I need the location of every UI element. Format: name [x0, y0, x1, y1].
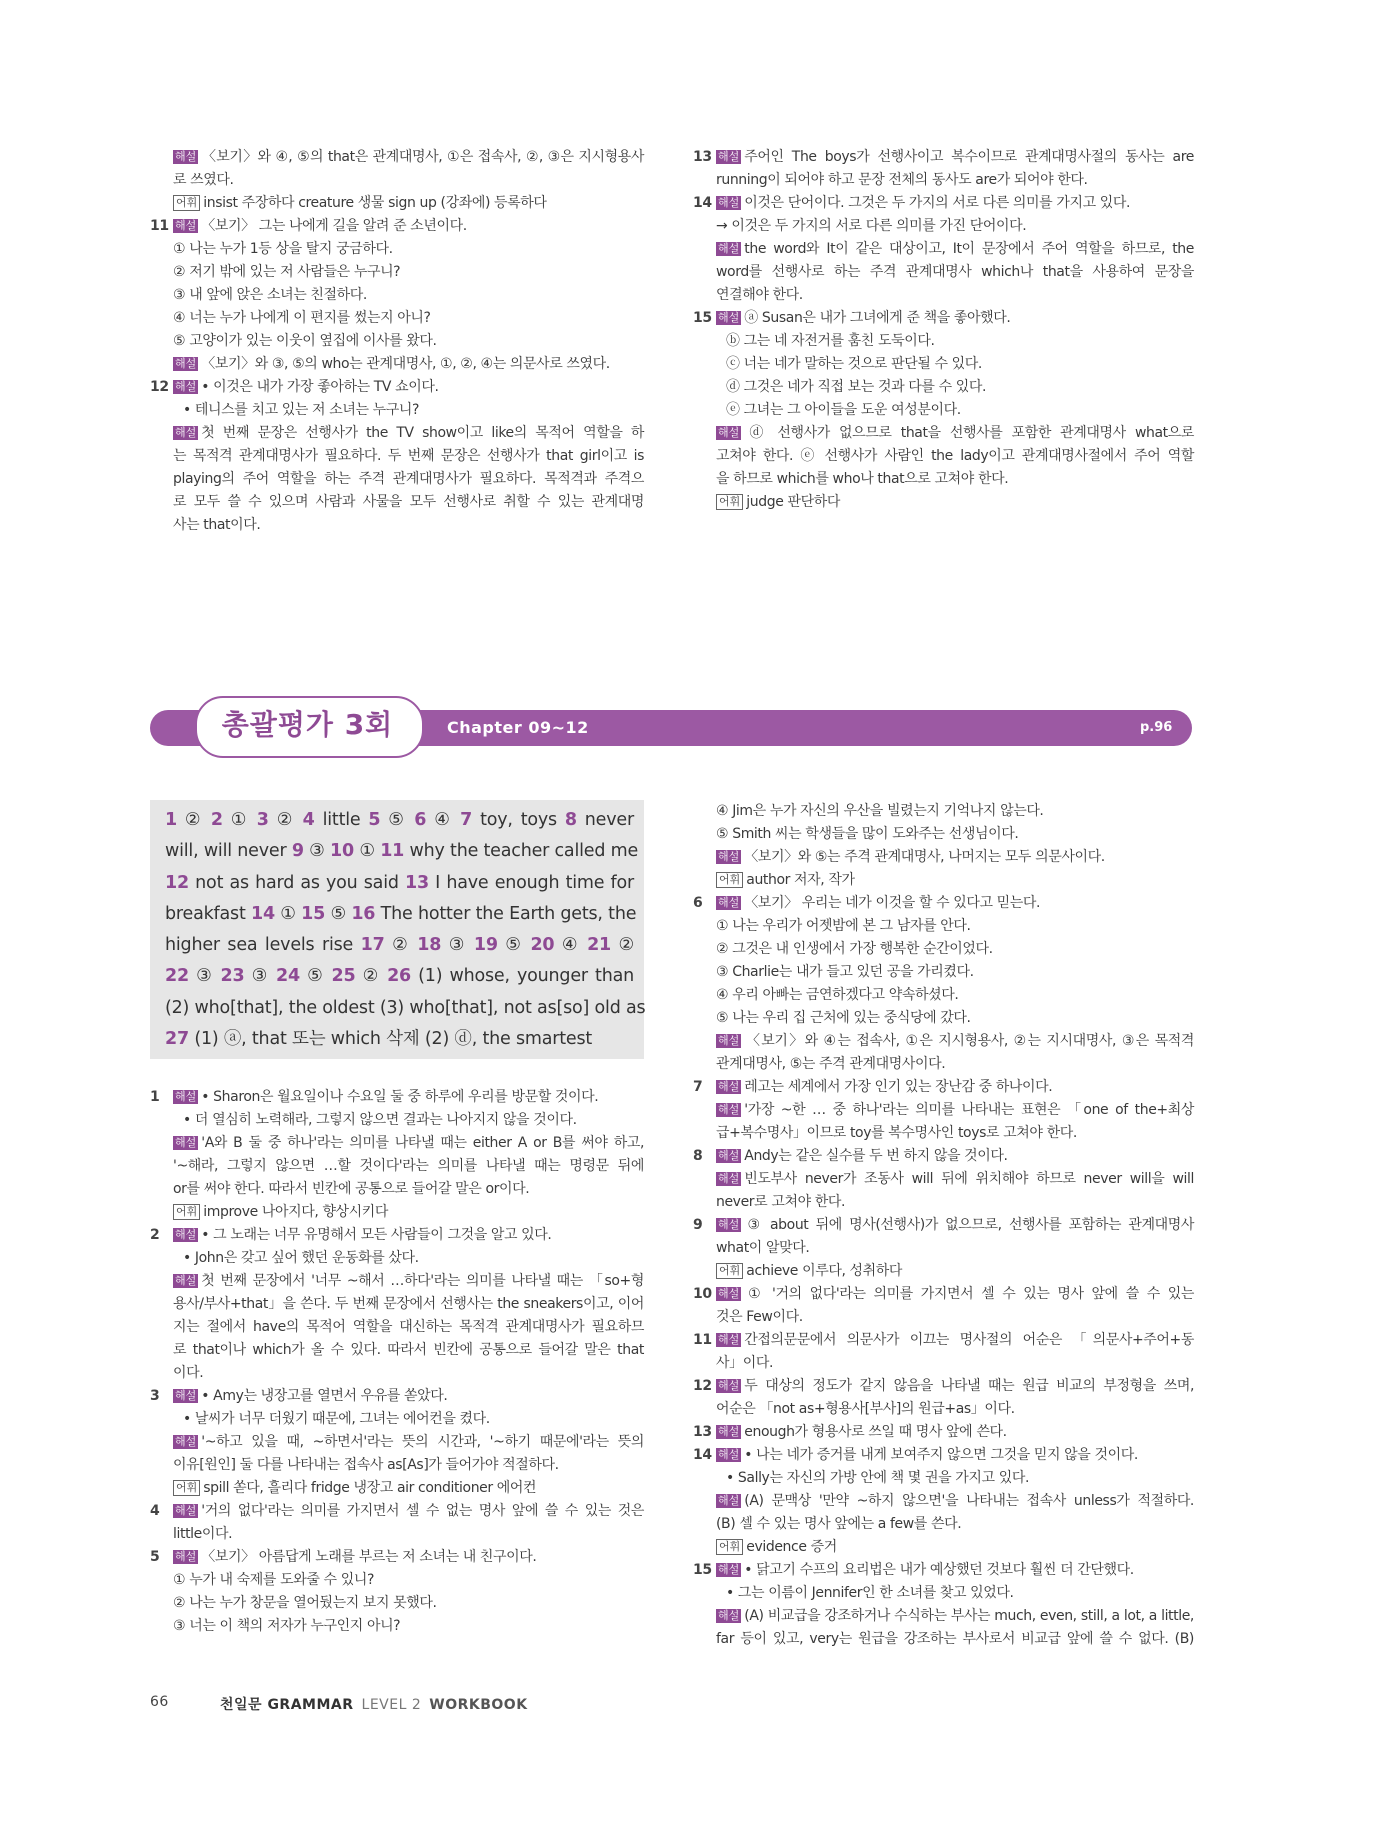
line-text: 이다.: [173, 1365, 204, 1381]
line-text: 빈도부사 never가 조동사 will 뒤에 위치해야 하므로 never will을 will: [744, 1171, 1194, 1187]
book-level: LEVEL 2: [361, 1697, 422, 1713]
text-line: [716, 938, 1194, 961]
answer-number: 20: [530, 935, 555, 956]
text-line: [173, 1569, 644, 1592]
line-text: ⓒ 너는 네가 말하는 것으로 판단될 수 있다.: [726, 356, 982, 372]
text-line: [716, 1168, 1194, 1191]
answer-number: 25: [331, 966, 356, 987]
text-line: [716, 376, 1194, 399]
text-line: [716, 1582, 1194, 1605]
item-number: 14: [693, 1447, 712, 1463]
text-line: [173, 238, 644, 261]
text-line: [173, 307, 644, 330]
line-text: ④ Jim은 누가 자신의 우산을 빌렸는지 기억나지 않는다.: [716, 803, 1044, 819]
line-text: spill 쏟다, 흘리다 fridge 냉장고 air conditioner 에어컨: [203, 1480, 537, 1496]
line-text: 이유[원인] 둘 다를 나타내는 접속사 as[As]가 들어가야 적절하다.: [173, 1457, 559, 1473]
text-line: [716, 1490, 1194, 1513]
line-text: 는 목적격 관계대명사가 필요하다. 두 번째 문장은 선행사가 that girl이고 is: [173, 448, 644, 464]
explanation-tag: 해설: [718, 850, 740, 863]
line-text: 〈보기〉 우리는 네가 이것을 할 수 있다고 믿는다.: [744, 895, 1041, 911]
text-line: [693, 1559, 1194, 1582]
line-text: 로 모두 쓸 수 있으며 사람과 사물을 모두 선행사로 취할 수 있는 관계대명: [173, 494, 644, 510]
line-text: 〈보기〉 아름답게 노래를 부르는 저 소녀는 내 친구이다.: [201, 1549, 537, 1565]
item-number: 3: [150, 1388, 160, 1404]
text-line: [716, 1536, 1194, 1559]
text-line: [173, 491, 644, 514]
text-line: [716, 1628, 1194, 1651]
line-text: never로 고쳐야 한다.: [716, 1194, 846, 1210]
text-line: [693, 1214, 1194, 1237]
answer-number: 24: [276, 966, 300, 987]
explanation-tag: 해설: [175, 219, 197, 232]
text-line: [173, 261, 644, 284]
explanation-tag: 해설: [718, 1494, 740, 1507]
line-text: 〈보기〉 그는 나에게 길을 알려 준 소년이다.: [201, 218, 467, 234]
text-line: [173, 468, 644, 491]
text-line: [150, 1385, 644, 1408]
answer-line: breakfast 14 ① 15 ⑤ 16 The hotter the Earth gets, the: [165, 903, 637, 924]
line-text: ③ about 뒤에 명사(선행사)가 없으므로, 선행사를 포함하는 관계대명사: [744, 1217, 1194, 1233]
explanation-tag: 해설: [718, 1333, 740, 1346]
text-line: [173, 445, 644, 468]
vocabulary-tag: 어휘: [173, 1480, 200, 1496]
line-text: 로 쓰였다.: [173, 172, 234, 188]
explanation-tag: 해설: [718, 1563, 740, 1576]
line-text: • 테니스를 치고 있는 저 소녀는 누구니?: [183, 402, 420, 418]
line-text: 〈보기〉와 ⑤는 주격 관계대명사, 나머지는 모두 의문사이다.: [744, 849, 1105, 865]
line-text: ⑤ 고양이가 있는 이웃이 옆집에 이사를 왔다.: [173, 333, 437, 349]
answer-number: 5: [368, 810, 381, 830]
text-line: [150, 215, 644, 238]
text-line: [150, 376, 644, 399]
text-line: [173, 1247, 644, 1270]
text-line: [173, 1270, 644, 1293]
text-line: [173, 1339, 644, 1362]
line-text: • Amy는 냉장고를 열면서 우유를 쏟았다.: [201, 1388, 448, 1404]
line-text: '~해라, 그렇지 않으면 …할 것이다'라는 의미를 나타낼 때는 명령문 뒤에: [173, 1158, 644, 1174]
line-text: • 나는 네가 증거를 내게 보여주지 않으면 그것을 믿지 않을 것이다.: [744, 1447, 1138, 1463]
line-text: 관계대명사, ⑤는 주격 관계대명사이다.: [716, 1056, 946, 1072]
line-text: ④ 우리 아빠는 금연하겠다고 약속하셨다.: [716, 987, 959, 1003]
explanation-tag: 해설: [175, 1550, 197, 1563]
answer-number: 9: [291, 841, 304, 862]
line-text: ④ 너는 누가 나에게 이 편지를 썼는지 아니?: [173, 310, 431, 326]
answer-number: 11: [380, 841, 405, 862]
line-text: 주어인 The boys가 선행사이고 복수이므로 관계대명사절의 동사는 are: [744, 149, 1194, 165]
answer-number: 14: [250, 903, 275, 924]
text-line: [716, 1191, 1194, 1214]
vocabulary-tag: 어휘: [716, 1539, 743, 1555]
explanation-tag: 해설: [718, 1379, 740, 1392]
text-line: [173, 146, 644, 169]
line-text: ⑤ Smith 씨는 학생들을 많이 도와주는 선생님이다.: [716, 826, 1019, 842]
line-text: ⑤ 나는 우리 집 근처에 있는 중식당에 갔다.: [716, 1010, 971, 1026]
line-text: 사」이다.: [716, 1355, 774, 1371]
answer-number: 21: [587, 935, 612, 956]
answer-line: 1 ② 2 ① 3 ② 4 little 5 ⑤ 6 ④ 7 toy, toys 8 never: [165, 810, 634, 830]
text-line: [173, 1316, 644, 1339]
explanation-tag: 해설: [175, 1435, 197, 1448]
line-text: insist 주장하다 creature 생물 sign up (강좌에) 등록하다: [203, 195, 547, 211]
line-text: what이 알맞다.: [716, 1240, 810, 1256]
text-line: [716, 445, 1194, 468]
text-line: [716, 915, 1194, 938]
line-text: ⓑ 그는 네 자전거를 훔친 도둑이다.: [726, 333, 935, 349]
text-line: [716, 261, 1194, 284]
text-line: [716, 1605, 1194, 1628]
line-text: 두 대상의 정도가 같지 않음을 나타낼 때는 원급 비교의 부정형을 쓰며,: [744, 1378, 1194, 1394]
item-number: 8: [693, 1148, 703, 1164]
answer-number: 7: [460, 810, 473, 830]
text-line: [173, 1477, 644, 1500]
text-line: [716, 984, 1194, 1007]
line-text: 급+복수명사」이므로 toy를 복수명사인 toys로 고쳐야 한다.: [716, 1125, 1077, 1141]
text-line: [173, 330, 644, 353]
explanation-tag: 해설: [718, 196, 740, 209]
answer-key-box: [150, 800, 644, 1059]
explanation-tag: 해설: [175, 1090, 197, 1103]
text-line: [173, 1201, 644, 1224]
line-text: ② 나는 누가 창문을 열어뒀는지 보지 못했다.: [173, 1595, 437, 1611]
text-line: [716, 1513, 1194, 1536]
answer-line: 22 ③ 23 ③ 24 ⑤ 25 ② 26 (1) whose, younger than: [165, 966, 635, 987]
text-line: [173, 1362, 644, 1385]
explanation-tag: 해설: [718, 1448, 740, 1461]
text-line: [693, 1283, 1194, 1306]
answer-line: (2) who[that], the oldest (3) who[that], not as[so] old as: [165, 997, 646, 1018]
item-number: 13: [693, 1424, 712, 1440]
answer-number: 1: [165, 810, 177, 830]
explanation-tag: 해설: [718, 1218, 740, 1231]
line-text: ③ Charlie는 내가 들고 있던 공을 가리켰다.: [716, 964, 974, 980]
text-line: [693, 1421, 1194, 1444]
text-line: [173, 1523, 644, 1546]
line-text: 간접의문문에서 의문사가 이끄는 명사절의 어순은 「의문사+주어+동: [744, 1332, 1194, 1348]
text-line: [716, 169, 1194, 192]
answer-line: 12 not as hard as you said 13 I have enough time for: [165, 872, 634, 893]
text-line: [693, 1444, 1194, 1467]
text-line: [716, 1237, 1194, 1260]
answer-line: will, will never 9 ③ 10 ① 11 why the teacher called me: [165, 841, 639, 862]
line-text: ⓐ Susan은 내가 그녀에게 준 책을 좋아했다.: [744, 310, 1011, 326]
line-text: 첫 번째 문장은 선행사가 the TV show이고 like의 목적어 역할을 하: [201, 425, 644, 441]
text-line: [173, 1431, 644, 1454]
explanation-tag: 해설: [175, 1389, 197, 1402]
text-line: [173, 1408, 644, 1431]
answer-line: higher sea levels rise 17 ② 18 ③ 19 ⑤ 20 ④ 21 ②: [165, 935, 635, 956]
explanation-tag: 해설: [718, 150, 740, 163]
line-text: author 저자, 작가: [746, 872, 855, 888]
line-text: word를 선행사로 하는 주격 관계대명사 which나 that을 사용하여 문장을: [716, 264, 1194, 280]
text-line: [693, 1329, 1194, 1352]
text-line: [150, 1224, 644, 1247]
answer-number: 17: [360, 935, 385, 956]
text-line: [173, 1293, 644, 1316]
text-line: [173, 169, 644, 192]
line-text: improve 나아지다, 향상시키다: [203, 1204, 389, 1220]
item-number: 7: [693, 1079, 703, 1095]
item-number: 10: [693, 1286, 712, 1302]
text-line: [173, 1132, 644, 1155]
text-line: [693, 146, 1194, 169]
line-text: ③ 내 앞에 앉은 소녀는 친절하다.: [173, 287, 367, 303]
text-line: [693, 307, 1194, 330]
page-footer: [150, 1694, 528, 1713]
line-text: • 그 노래는 너무 유명해서 모든 사람들이 그것을 알고 있다.: [201, 1227, 552, 1243]
answer-number: 2: [210, 810, 223, 830]
explanation-tag: 해설: [718, 896, 740, 909]
explanation-tag: 해설: [718, 1149, 740, 1162]
line-text: evidence 증거: [746, 1539, 837, 1555]
line-text: enough가 형용사로 쓰일 때 명사 앞에 쓴다.: [744, 1424, 1007, 1440]
line-text: • 날씨가 너무 더웠기 때문에, 그녀는 에어컨을 켰다.: [183, 1411, 490, 1427]
text-line: [716, 1053, 1194, 1076]
line-text: playing의 주어 역할을 하는 주격 관계대명사가 필요하다. 목적격과 주격으: [173, 471, 644, 487]
explanation-tag: 해설: [175, 380, 197, 393]
answer-number: 19: [473, 935, 498, 956]
line-text: 첫 번째 문장에서 '너무 ~해서 …하다'라는 의미를 나타낼 때는 「so+형: [201, 1273, 644, 1289]
text-line: [716, 330, 1194, 353]
line-text: ② 저기 밖에 있는 저 사람들은 누구니?: [173, 264, 401, 280]
text-line: [173, 1592, 644, 1615]
text-line: [150, 1546, 644, 1569]
text-line: [716, 491, 1194, 514]
explanation-tag: 해설: [718, 311, 740, 324]
bottom-left-column: [150, 1086, 644, 1638]
explanation-tag: 해설: [175, 1136, 197, 1149]
page-number: 66: [150, 1694, 169, 1710]
line-text: 레고는 세계에서 가장 인기 있는 장난감 중 하나이다.: [744, 1079, 1053, 1095]
line-text: or를 써야 한다. 따라서 빈칸에 공통으로 들어갈 말은 or이다.: [173, 1181, 530, 1197]
top-left-column: [150, 146, 644, 537]
text-line: [173, 284, 644, 307]
item-number: 1: [150, 1089, 160, 1105]
text-line: [693, 192, 1194, 215]
explanation-tag: 해설: [718, 426, 740, 439]
book-title: 천일문 GRAMMAR: [220, 1697, 354, 1713]
section-chapter: Chapter 09~12: [447, 718, 589, 737]
bottom-right-column: [693, 800, 1194, 1651]
line-text: '거의 없다'라는 의미를 가지면서 셀 수 없는 명사 앞에 쓸 수 있는 것은: [201, 1503, 644, 1519]
line-text: • Sharon은 월요일이나 수요일 둘 중 하루에 우리를 방문할 것이다.: [201, 1089, 599, 1105]
answer-number: 27: [165, 1029, 189, 1050]
line-text: far 등이 있고, very는 원급을 강조하는 부사로서 비교급 앞에 쓸 수 없다. (B): [716, 1631, 1194, 1647]
line-text: (A) 문맥상 '만약 ~하지 않으면'을 나타내는 접속사 unless가 적절하다.: [744, 1493, 1194, 1509]
explanation-tag: 해설: [175, 357, 197, 370]
line-text: ① 누가 내 숙제를 도와줄 수 있니?: [173, 1572, 374, 1588]
answer-number: 18: [417, 935, 442, 956]
line-text: 고쳐야 한다. ⓔ 선행사가 사람인 the lady이고 관계대명사절에서 주어 역할: [716, 448, 1194, 464]
text-line: [173, 353, 644, 376]
text-line: [716, 468, 1194, 491]
explanation-tag: 해설: [718, 1080, 740, 1093]
line-text: judge 판단하다: [746, 494, 840, 510]
top-right-column: [693, 146, 1194, 514]
text-line: [716, 846, 1194, 869]
text-line: [150, 1086, 644, 1109]
vocabulary-tag: 어휘: [716, 1263, 743, 1279]
text-line: [716, 1030, 1194, 1053]
item-number: 11: [693, 1332, 712, 1348]
line-text: ① 나는 누가 1등 상을 탈지 궁금하다.: [173, 241, 393, 257]
item-number: 12: [693, 1378, 712, 1394]
text-line: [716, 422, 1194, 445]
explanation-tag: 해설: [175, 1504, 197, 1517]
item-number: 15: [693, 1562, 712, 1578]
explanation-tag: 해설: [718, 1609, 740, 1622]
line-text: little이다.: [173, 1526, 233, 1542]
line-text: ③ 너는 이 책의 저자가 누구인지 아니?: [173, 1618, 401, 1634]
text-line: [716, 961, 1194, 984]
line-text: • 닭고기 수프의 요리법은 내가 예상했던 것보다 훨씬 더 간단했다.: [744, 1562, 1134, 1578]
answer-number: 8: [564, 810, 577, 830]
line-text: 지는 절에서 have의 목적어 역할을 대신하는 목적격 관계대명사가 필요하므: [173, 1319, 644, 1335]
line-text: 어순은 「not as+형용사[부사]의 원급+as」이다.: [716, 1401, 1015, 1417]
line-text: 〈보기〉와 ④는 접속사, ①은 지시형용사, ②는 지시대명사, ③은 목적격: [744, 1033, 1194, 1049]
explanation-tag: 해설: [718, 1287, 740, 1300]
text-line: [716, 823, 1194, 846]
text-line: [173, 514, 644, 537]
answer-number: 23: [220, 966, 245, 987]
vocabulary-tag: 어휘: [716, 494, 743, 510]
text-line: [716, 284, 1194, 307]
line-text: • 그는 이름이 Jennifer인 한 소녀를 찾고 있었다.: [726, 1585, 1014, 1601]
line-text: 〈보기〉와 ④, ⑤의 that은 관계대명사, ①은 접속사, ②, ③은 지시형용사: [201, 149, 644, 165]
line-text: achieve 이루다, 성취하다: [746, 1263, 903, 1279]
line-text: ⓔ 그녀는 그 아이들을 도운 여성분이다.: [726, 402, 961, 418]
text-line: [716, 1398, 1194, 1421]
text-line: [716, 1099, 1194, 1122]
line-text: • 더 열심히 노력해라, 그렇지 않으면 결과는 나아지지 않을 것이다.: [183, 1112, 577, 1128]
text-line: [173, 1109, 644, 1132]
item-number: 14: [693, 195, 712, 211]
text-line: [150, 1500, 644, 1523]
text-line: [716, 353, 1194, 376]
line-text: • John은 갖고 싶어 했던 운동화를 샀다.: [183, 1250, 419, 1266]
explanation-tag: 해설: [718, 1034, 740, 1047]
explanation-tag: 해설: [718, 1103, 740, 1116]
answer-number: 13: [405, 872, 429, 893]
line-text: '~하고 있을 때, ~하면서'라는 뜻의 시간과, '~하기 때문에'라는 뜻의: [201, 1434, 644, 1450]
section-page-ref: p.96: [1140, 720, 1173, 735]
explanation-tag: 해설: [175, 150, 197, 163]
line-text: ⓓ 선행사가 없으므로 that을 선행사를 포함한 관계대명사 what으로: [744, 425, 1194, 441]
item-number: 13: [693, 149, 712, 165]
line-text: 'A와 B 둘 중 하나'라는 의미를 나타낼 때는 either A or B를 써야 하고,: [201, 1135, 644, 1151]
answer-line: 27 (1) ⓐ, that 또는 which 삭제 (2) ⓓ, the smartest: [165, 1029, 593, 1050]
explanation-tag: 해설: [175, 1228, 197, 1241]
text-line: [716, 1306, 1194, 1329]
item-number: 12: [150, 379, 169, 395]
item-number: 6: [693, 895, 703, 911]
line-text: '가장 ~한 … 중 하나'라는 의미를 나타내는 표현은 「one of the+최상: [744, 1102, 1194, 1118]
line-text: → 이것은 두 가지의 서로 다른 의미를 가진 단어이다.: [716, 218, 1027, 234]
text-line: [716, 1260, 1194, 1283]
line-text: (A) 비교급을 강조하거나 수식하는 부사는 much, even, still, a lot, a little,: [744, 1608, 1194, 1624]
item-number: 2: [150, 1227, 160, 1243]
line-text: 을 하므로 which를 who나 that으로 고쳐야 한다.: [716, 471, 1009, 487]
answer-number: 12: [165, 872, 189, 893]
line-text: ① '거의 없다'라는 의미를 가지면서 셀 수 있는 명사 앞에 쓸 수 있는: [744, 1286, 1194, 1302]
text-line: [716, 238, 1194, 261]
line-text: ② 그것은 내 인생에서 가장 행복한 순간이었다.: [716, 941, 993, 957]
item-number: 11: [150, 218, 169, 234]
line-text: 것은 Few이다.: [716, 1309, 803, 1325]
answer-number: 26: [387, 966, 412, 987]
text-line: [716, 1352, 1194, 1375]
answer-number: 15: [301, 903, 326, 924]
line-text: 〈보기〉와 ③, ⑤의 who는 관계대명사, ①, ②, ④는 의문사로 쓰였다.: [201, 356, 610, 372]
vocabulary-tag: 어휘: [716, 872, 743, 888]
explanation-tag: 해설: [718, 1172, 740, 1185]
text-line: [173, 399, 644, 422]
line-text: Andy는 같은 실수를 두 번 하지 않을 것이다.: [744, 1148, 1008, 1164]
line-text: ① 나는 우리가 어젯밤에 본 그 남자를 안다.: [716, 918, 971, 934]
text-line: [173, 192, 644, 215]
book-brand: [220, 1694, 528, 1714]
line-text: running이 되어야 하고 문장 전체의 동사도 are가 되어야 한다.: [716, 172, 1088, 188]
line-text: (B) 셀 수 있는 명사 앞에는 a few를 쓴다.: [716, 1516, 962, 1532]
answer-number: 6: [414, 810, 427, 830]
item-number: 9: [693, 1217, 703, 1233]
line-text: • 이것은 내가 가장 좋아하는 TV 쇼이다.: [201, 379, 439, 395]
line-text: • Sally는 자신의 가방 안에 책 몇 권을 가지고 있다.: [726, 1470, 1029, 1486]
text-line: [173, 1178, 644, 1201]
line-text: 연결해야 한다.: [716, 287, 803, 303]
vocabulary-tag: 어휘: [173, 195, 200, 211]
book-workbook: WORKBOOK: [429, 1697, 528, 1713]
text-line: [716, 869, 1194, 892]
line-text: 이것은 단어이다. 그것은 두 가지의 서로 다른 의미를 가지고 있다.: [744, 195, 1131, 211]
answer-number: 22: [165, 966, 189, 987]
line-text: 용사/부사+that」을 쓴다. 두 번째 문장에서 선행사는 the sneakers이고, 이어: [173, 1296, 644, 1312]
text-line: [173, 1615, 644, 1638]
text-line: [716, 215, 1194, 238]
answer-number: 3: [256, 810, 269, 830]
text-line: [173, 1454, 644, 1477]
vocabulary-tag: 어휘: [173, 1204, 200, 1220]
line-text: 로 that이나 which가 올 수 있다. 따라서 빈칸에 공통으로 들어갈 말은 that: [173, 1342, 644, 1358]
text-line: [693, 892, 1194, 915]
text-line: [173, 1155, 644, 1178]
explanation-tag: 해설: [175, 426, 197, 439]
answer-number: 4: [302, 810, 315, 830]
answer-number: 10: [330, 841, 354, 862]
text-line: [716, 1007, 1194, 1030]
text-line: [693, 1145, 1194, 1168]
text-line: [716, 800, 1194, 823]
item-number: 15: [693, 310, 712, 326]
explanation-tag: 해설: [175, 1274, 197, 1287]
answer-number: 16: [351, 903, 376, 924]
line-text: ⓓ 그것은 네가 직접 보는 것과 다를 수 있다.: [726, 379, 987, 395]
item-number: 4: [150, 1503, 160, 1519]
text-line: [693, 1076, 1194, 1099]
text-line: [716, 1122, 1194, 1145]
text-line: [716, 1467, 1194, 1490]
line-text: the word와 It이 같은 대상이고, It이 문장에서 주어 역할을 하므로, the: [744, 241, 1194, 257]
text-line: [716, 399, 1194, 422]
section-title: 총괄평가 3회: [198, 699, 417, 751]
explanation-tag: 해설: [718, 1425, 740, 1438]
text-line: [693, 1375, 1194, 1398]
text-line: [173, 422, 644, 445]
line-text: 사는 that이다.: [173, 517, 261, 533]
item-number: 5: [150, 1549, 160, 1565]
explanation-tag: 해설: [718, 242, 740, 255]
